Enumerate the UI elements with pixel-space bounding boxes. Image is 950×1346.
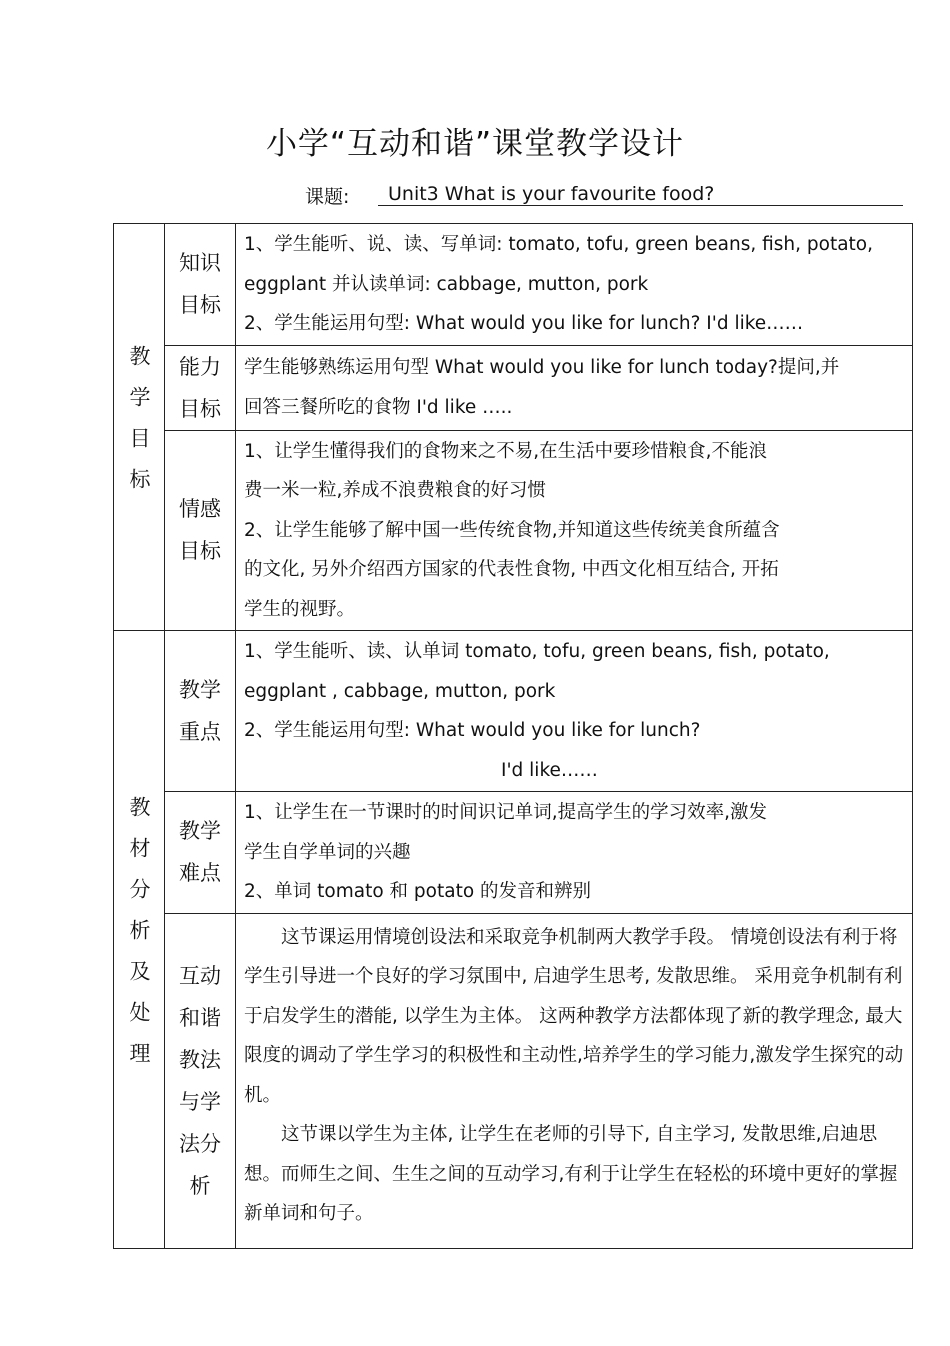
category-cell: 互动 和谐 教法 与学 法分 析 bbox=[165, 913, 236, 1248]
content-line: 学生自学单词的兴趣 bbox=[244, 841, 411, 863]
content-cell bbox=[236, 224, 913, 346]
emotion-goal-row bbox=[114, 430, 913, 631]
content-cell bbox=[236, 913, 913, 1248]
content-line: 1、让学生懂得我们的食物来之不易,在生活中要珍惜粮食,不能浪 bbox=[244, 440, 768, 462]
category-cell: 情感 目标 bbox=[165, 430, 236, 631]
content-line: 学生的视野。 bbox=[244, 598, 356, 620]
content-line: eggplant , cabbage, mutton, pork bbox=[244, 680, 556, 702]
content-line: 1、让学生在一节课时的时间识记单词,提高学生的学习效率,激发 bbox=[244, 802, 768, 823]
subject-value: Unit3 What is your favourite food? bbox=[378, 182, 903, 206]
subject-label: 课题: bbox=[305, 186, 350, 208]
content-line: 2、学生能运用句型: What would you like for lunch? I'd like…… bbox=[244, 313, 804, 334]
section-label: 教学目标 bbox=[127, 345, 151, 509]
category-cell: 知识 目标 bbox=[165, 224, 236, 346]
section-label: 教材分析及处理 bbox=[127, 795, 151, 1083]
category-cell: 教学 重点 bbox=[165, 631, 236, 792]
method-analysis-row bbox=[114, 913, 913, 1248]
content-line: 2、单词 tomato 和 potato 的发音和辨别 bbox=[244, 881, 592, 902]
content-line: 学生能够熟练运用句型 What would you like for lunch today?提问,并 bbox=[244, 357, 840, 378]
content-line: 费一米一粒,养成不浪费粮食的好习惯 bbox=[244, 480, 546, 501]
content-line: 1、学生能听、说、读、写单词: tomato, tofu, green beans, fish, potato, bbox=[244, 234, 874, 255]
category-cell: 教学 难点 bbox=[165, 792, 236, 914]
content-line: I'd like…… bbox=[501, 759, 598, 781]
content-line: 2、让学生能够了解中国一些传统食物,并知道这些传统美食所蕴含 bbox=[244, 519, 780, 541]
content-cell bbox=[236, 792, 913, 914]
category-cell: 能力 目标 bbox=[165, 345, 236, 430]
document-title: 小学“互动和谐”课堂教学设计 bbox=[265, 126, 685, 162]
paragraph: 这节课运用情境创设法和采取竞争机制两大教学手段。 情境创设法有利于将学生引导进一个良好的学习氛围中, 启迪学生思考, 发散思维。 采用竞争机制有利于启发学生的潜能, 以学生为主体。 这两种教学方法都体现了新的教学理念, 最大限度的调动了学生学习的积极性和主动性,培养学生的学习能力,激发学生探究的动机。 bbox=[244, 926, 904, 1106]
ability-goal-row bbox=[114, 345, 913, 430]
content-line: 2、学生能运用句型: What would you like for lunch? bbox=[244, 720, 701, 741]
section-teaching-goals bbox=[114, 224, 165, 631]
key-points-row bbox=[114, 631, 913, 792]
content-cell bbox=[236, 345, 913, 430]
lesson-plan-table bbox=[113, 223, 913, 1249]
content-line: 1、学生能听、读、认单词 tomato, tofu, green beans, fish, potato, bbox=[244, 641, 830, 662]
content-line: eggplant 并认读单词: cabbage, mutton, pork bbox=[244, 273, 649, 295]
knowledge-goal-row bbox=[114, 224, 913, 346]
section-material-analysis bbox=[114, 631, 165, 1249]
content-cell bbox=[236, 631, 913, 792]
difficulties-row bbox=[114, 792, 913, 914]
content-cell bbox=[236, 430, 913, 631]
content-line: 回答三餐所吃的食物 I'd like ….. bbox=[244, 396, 513, 418]
paragraph: 这节课以学生为主体, 让学生在老师的引导下, 自主学习, 发散思维,启迪思想。而师生之间、生生之间的互动学习,有利于让学生在轻松的环境中更好的掌握新单词和句子。 bbox=[244, 1124, 898, 1224]
content-line: 的文化, 另外介绍西方国家的代表性食物, 中西文化相互结合, 开拓 bbox=[244, 559, 779, 580]
